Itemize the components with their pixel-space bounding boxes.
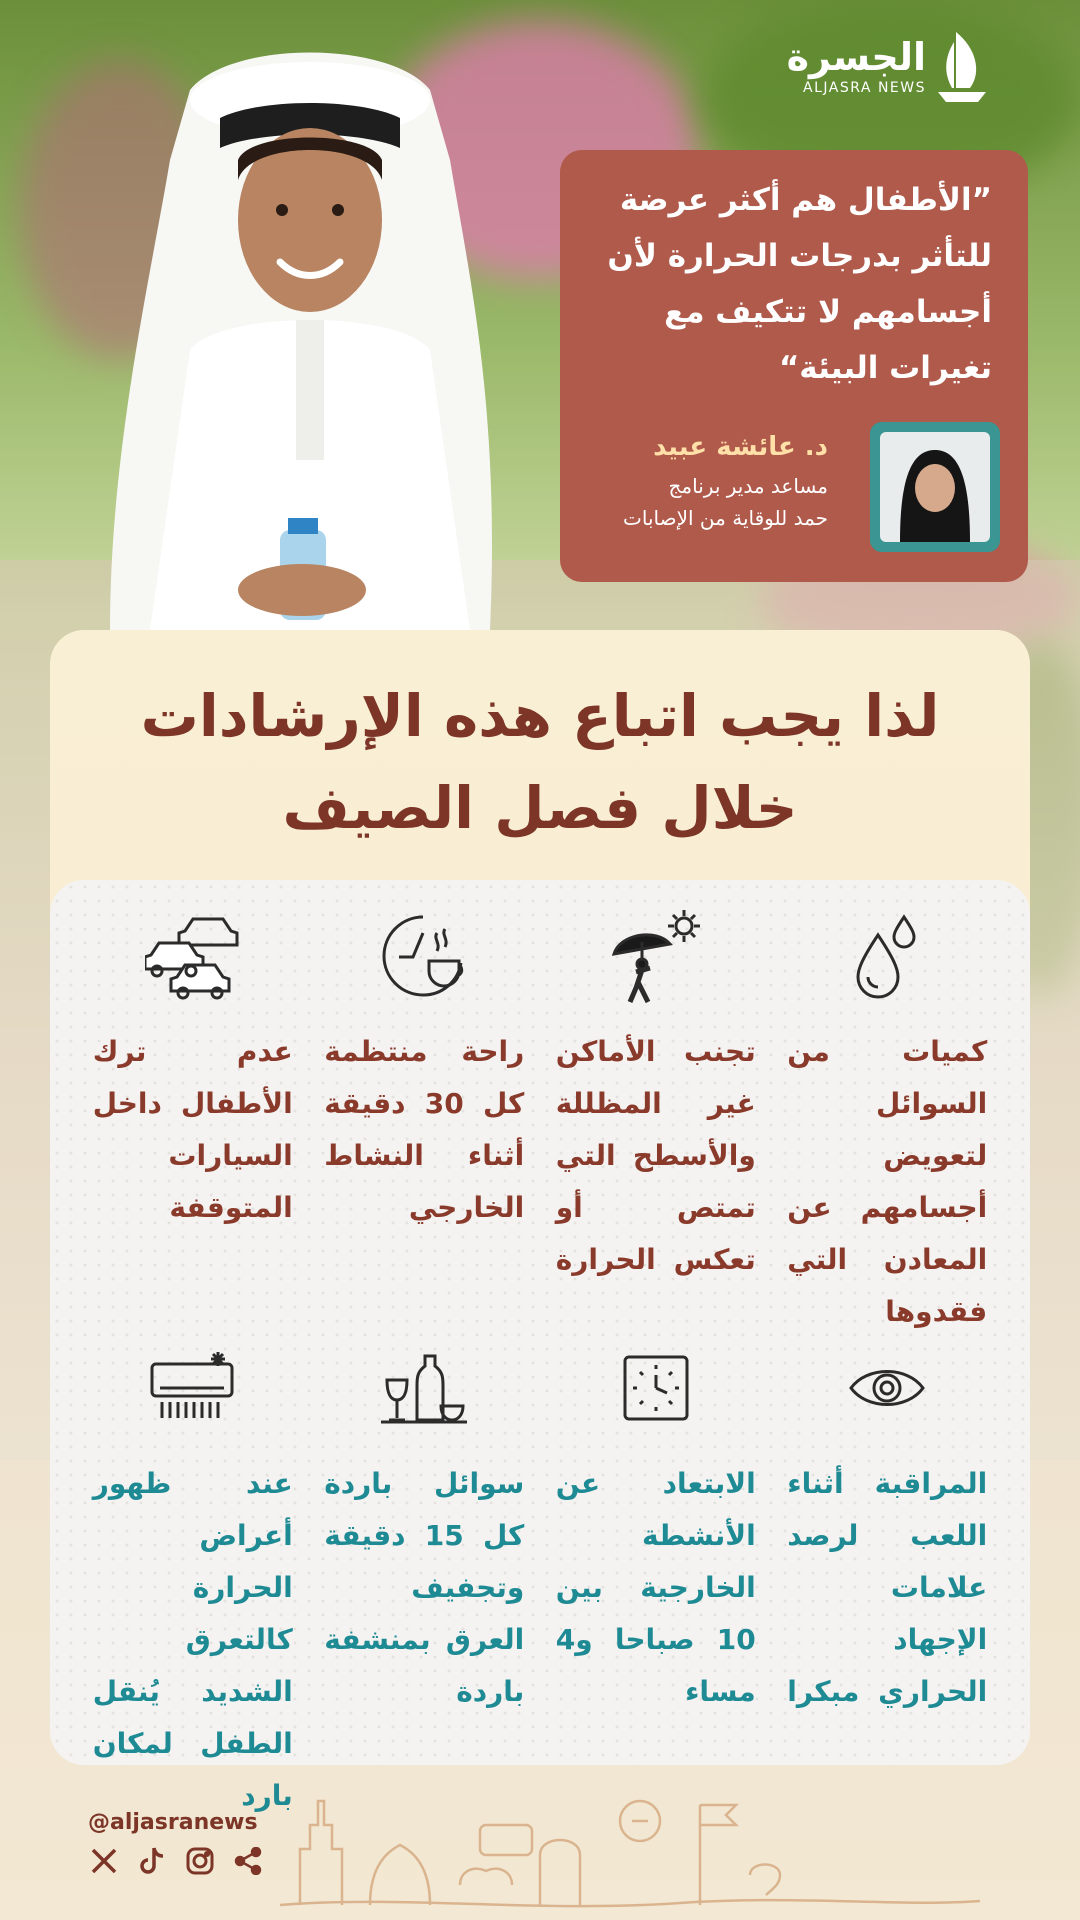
doha-skyline-illustration [280, 1785, 980, 1915]
tip-monitor [783, 1340, 993, 1822]
tips-row-1 [88, 908, 992, 1338]
headline-line1: لذا يجب اتباع هذه الإرشادات [140, 682, 940, 750]
clock-icon [621, 1340, 691, 1436]
instagram-icon[interactable] [184, 1845, 216, 1877]
cars-icon [145, 908, 241, 1004]
eye-icon [847, 1340, 927, 1436]
tip-cool-place [88, 1340, 298, 1822]
headline-line2: خلال فصل الصيف [282, 774, 798, 842]
tip-text: راحة منتظمة كل 30 دقيقة أثناء النشاط الخارجي [324, 1035, 525, 1224]
tip-rest [320, 908, 530, 1338]
author-photo [870, 422, 1000, 552]
page-title [50, 670, 1030, 854]
tip-avoid-sun [551, 908, 761, 1338]
tip-text: الابتعاد عن الأنشطة الخارجية بين 10 صباحا و4 مساء [555, 1467, 756, 1708]
drinks-icon [381, 1340, 467, 1436]
tiktok-icon[interactable] [136, 1845, 168, 1877]
tip-text: عدم ترك الأطفال داخل السيارات المتوقفة [92, 1035, 293, 1224]
tip-avoid-hours [551, 1340, 761, 1822]
clock-coffee-icon [379, 908, 469, 1004]
tip-text: كميات من السوائل لتعويض أجسامهم عن المعادن التي فقدوها [787, 1035, 988, 1328]
tip-text: المراقبة أثناء اللعب لرصد علامات الإجهاد الحراري مبكرا [787, 1467, 988, 1708]
author-role-line1: مساعد مدير برنامج [668, 474, 828, 498]
tip-cold-drinks [320, 1340, 530, 1822]
tip-text: عند ظهور أعراض الحرارة كالتعرق الشديد يُنقل الطفل لمكان بارد [92, 1467, 293, 1812]
share-icon[interactable] [232, 1845, 264, 1877]
tip-text: تجنب الأماكن غير المظللة والأسطح التي تمتص أو تعكس الحرارة [555, 1035, 756, 1276]
author-name: د. عائشة عبيد [653, 432, 828, 462]
quote-text: ”الأطفال هم أكثر عرضة للتأثر بدرجات الحرارة لأن أجسامهم لا تتكيف مع تغيرات البيئة“ [607, 182, 992, 386]
guidelines-panel [50, 880, 1030, 1812]
social-icons [88, 1845, 264, 1877]
air-conditioner-icon [148, 1340, 238, 1436]
brand-logo [787, 28, 988, 106]
quote-card [560, 150, 1028, 582]
social-handle[interactable]: @aljasranews [88, 1810, 258, 1835]
tip-fluids [783, 908, 993, 1338]
sail-boat-icon [936, 28, 988, 106]
brand-name-ar: الجسرة [786, 35, 926, 79]
author-role-line2: حمد للوقاية من الإصابات [623, 506, 828, 530]
x-icon[interactable] [88, 1845, 120, 1877]
author-block [623, 432, 828, 534]
child-photo [70, 30, 550, 630]
tips-row-2 [88, 1340, 992, 1822]
tip-cars [88, 908, 298, 1338]
water-drops-icon [852, 908, 922, 1004]
tip-text: سوائل باردة كل 15 دقيقة وتجفيف العرق بمنشفة باردة [324, 1467, 525, 1708]
brand-name-en: ALJASRA NEWS [803, 80, 926, 96]
umbrella-person-icon [606, 908, 706, 1004]
